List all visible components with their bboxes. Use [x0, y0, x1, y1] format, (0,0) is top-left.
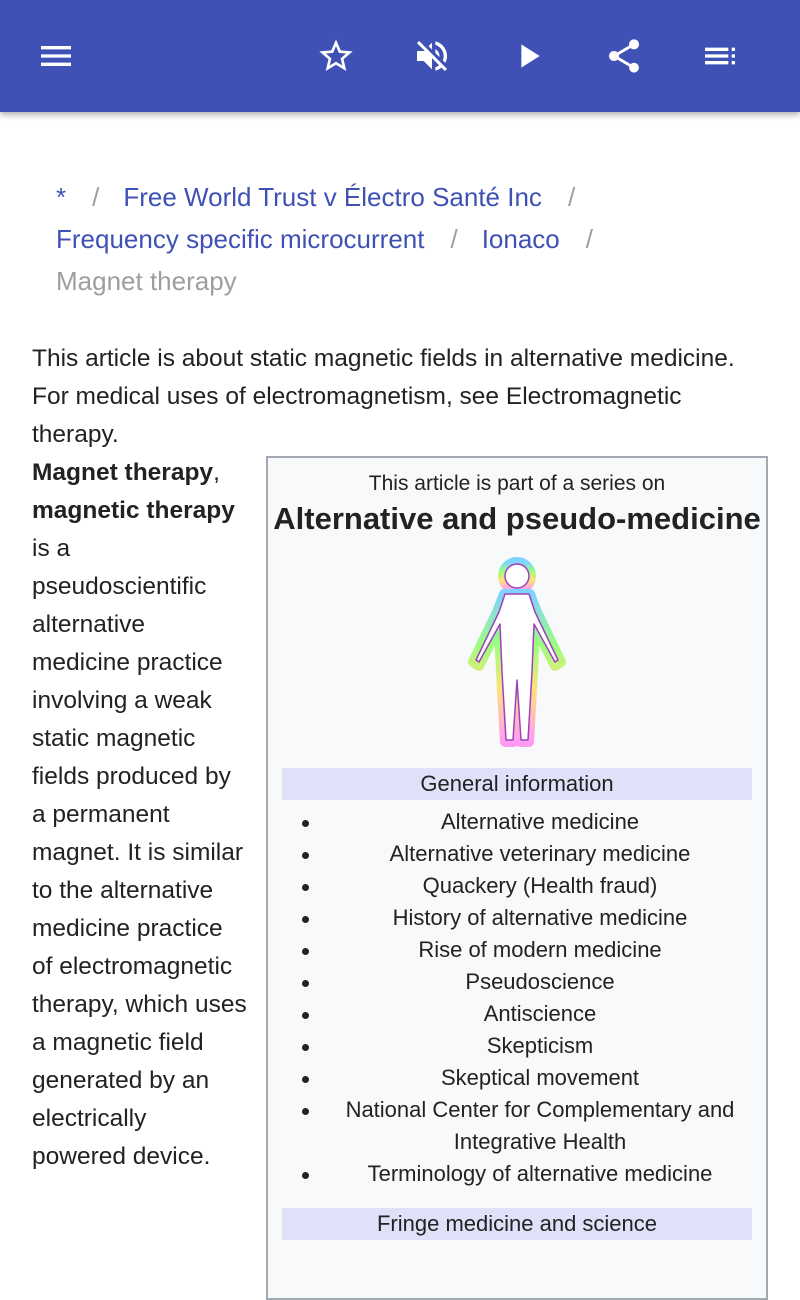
infobox-link-list	[268, 806, 766, 1190]
lead-term-bold: magnetic therapy	[32, 497, 235, 524]
breadcrumb	[56, 176, 776, 302]
infobox-link[interactable]: Quackery (Health fraud)	[268, 870, 766, 902]
contents-button[interactable]	[692, 28, 748, 84]
breadcrumb-link[interactable]: Frequency specific microcurrent	[56, 224, 425, 254]
infobox-above: This article is part of a series on	[368, 472, 666, 495]
app-toolbar	[0, 0, 800, 112]
share-icon	[604, 36, 644, 76]
lead-paragraph	[32, 454, 247, 1176]
infobox-link[interactable]: Skeptical movement	[268, 1062, 766, 1094]
play-icon	[508, 36, 548, 76]
breadcrumb-separator: /	[450, 224, 458, 254]
menu-icon	[36, 36, 76, 76]
share-button[interactable]	[596, 28, 652, 84]
human-body-aura-illustration	[457, 552, 577, 752]
lead-text: is a pseudoscientific alternative medicine practice involving a weak static magnetic fields produced by a permanent magnet. It is similar to the alternative medicine practice of electromagnetic therapy, which uses a magnetic field generated by an electrically powered device.	[32, 535, 247, 1170]
infobox-link[interactable]: Alternative veterinary medicine	[268, 838, 766, 870]
breadcrumb-separator: /	[585, 224, 594, 254]
infobox-link[interactable]: Alternative medicine	[268, 806, 766, 838]
breadcrumb-current: Magnet therapy	[56, 266, 237, 296]
infobox-title: Alternative and pseudo-medicine	[273, 501, 761, 536]
infobox-link[interactable]: Terminology of alternative medicine	[268, 1158, 766, 1190]
mute-button[interactable]	[404, 28, 460, 84]
infobox-link[interactable]: National Center for Complementary and Integrative Health	[268, 1094, 766, 1158]
breadcrumb-separator: /	[567, 182, 576, 212]
breadcrumb-link[interactable]: Free World Trust v Électro Santé Inc	[123, 182, 542, 212]
star-outline-icon	[316, 36, 356, 76]
hatnote: This article is about static magnetic fields in alternative medicine. For medical uses of electromagnetism, see Electromagnetic therapy.	[32, 345, 735, 448]
breadcrumb-separator: /	[92, 182, 100, 212]
infobox-link[interactable]: History of alternative medicine	[268, 902, 766, 934]
infobox-link[interactable]: Pseudoscience	[268, 966, 766, 998]
series-infobox	[266, 456, 768, 1300]
menu-button[interactable]	[28, 28, 84, 84]
lead-term-bold: Magnet therapy	[32, 459, 214, 486]
infobox-section-header: General information	[282, 768, 752, 800]
breadcrumb-link[interactable]: Ionaco	[481, 224, 560, 254]
infobox-section-header: Fringe medicine and science	[282, 1208, 752, 1240]
toc-list-icon	[700, 36, 740, 76]
bookmark-button[interactable]	[308, 28, 364, 84]
infobox-link[interactable]: Rise of modern medicine	[268, 934, 766, 966]
infobox-link[interactable]: Skepticism	[268, 1030, 766, 1062]
lead-comma: ,	[213, 459, 220, 486]
infobox-link[interactable]: Antiscience	[268, 998, 766, 1030]
volume-off-icon	[412, 36, 452, 76]
breadcrumb-link[interactable]: *	[56, 182, 67, 212]
play-button[interactable]	[500, 28, 556, 84]
